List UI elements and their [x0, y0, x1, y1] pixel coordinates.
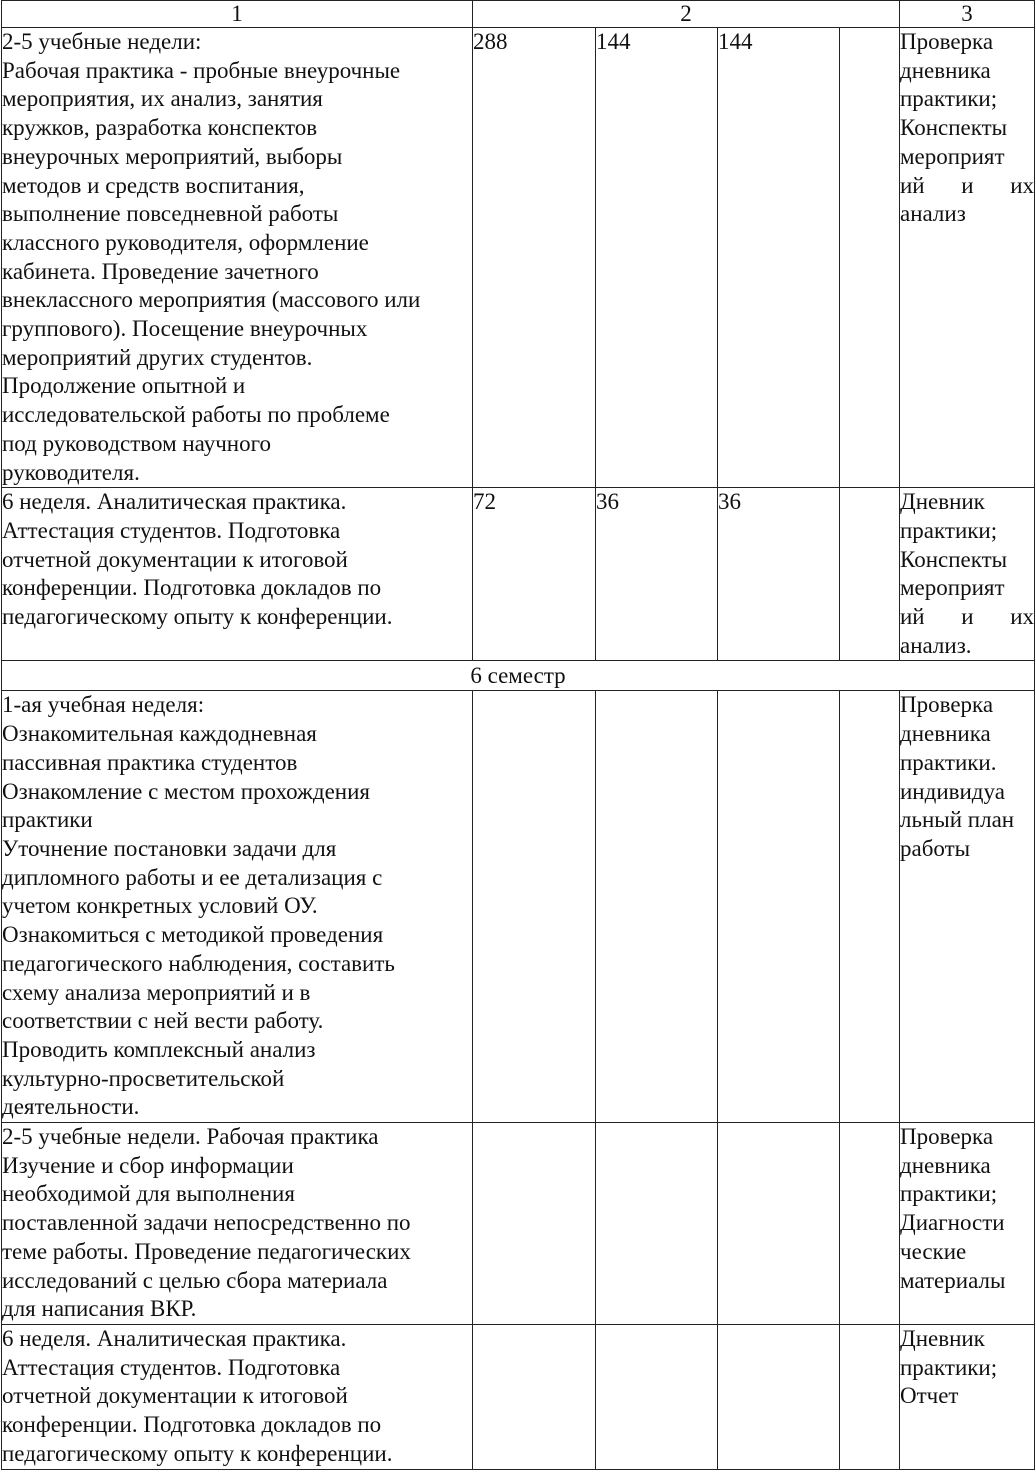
hours-part-a: [596, 691, 718, 1123]
hours-part-b: 144: [718, 28, 840, 488]
hours-total: [473, 691, 596, 1123]
hours-total: [473, 1123, 596, 1325]
row-description: 2-5 учебные недели. Рабочая практика Изучение и сбор информации необходимой для выполнения поставленной задачи непосредственно по теме работы. Проведение педагогических исследований с целью сбора материала для написания ВКР.: [2, 1123, 473, 1325]
table-row: [2, 691, 1035, 1123]
hours-part-a: [596, 1123, 718, 1325]
table-row: [2, 28, 1035, 488]
row-description: 1-ая учебная неделя: Ознакомительная каждодневная пассивная практика студентов Ознакомление с местом прохождения практики Уточнение постановки задачи для дипломного работы и ее детализация с учетом конкретных условий ОУ. Ознакомиться с методикой проведения педагогического наблюдения, составить схему анализа мероприятий и в соответствии с ней вести работу. Проводить комплексный анализ культурно-просветительской деятельности.: [2, 691, 473, 1123]
control-form: Проверка дневника практики. индивидуа льный план работы: [900, 691, 1035, 1123]
header-col-3: 3: [900, 1, 1035, 28]
hours-part-b: [718, 1325, 840, 1470]
header-row: [2, 1, 1035, 28]
hours-part-b: 36: [718, 488, 840, 661]
hours-part-a: 36: [596, 488, 718, 661]
table-row: [2, 1325, 1035, 1470]
row-description: 2-5 учебные недели: Рабочая практика - пробные внеурочные мероприятия, их анализ, занятия кружков, разработка конспектов внеурочных мероприятий, выборы методов и средств воспитания, выполнение повседневной работы классного руководителя, оформление кабинета. Проведение зачетного внеклассного мероприятия (массового или группового). Посещение внеурочных мероприятий других студентов. Продолжение опытной и исследовательской работы по проблеме под руководством научного руководителя.: [2, 28, 473, 488]
hours-part-a: 144: [596, 28, 718, 488]
row-description: 6 неделя. Аналитическая практика. Аттестация студентов. Подготовка отчетной документации к итоговой конференции. Подготовка докладов по педагогическому опыту к конференции.: [2, 488, 473, 661]
hours-part-c: [840, 691, 900, 1123]
hours-part-c: [840, 28, 900, 488]
semester-label: 6 семестр: [2, 661, 1035, 691]
hours-part-b: [718, 1123, 840, 1325]
control-form: Проверка дневника практики; Диагности ческие материалы: [900, 1123, 1035, 1325]
row-description: 6 неделя. Аналитическая практика. Аттестация студентов. Подготовка отчетной документации к итоговой конференции. Подготовка докладов по педагогическому опыту к конференции.: [2, 1325, 473, 1470]
control-form: Дневник практики; Отчет: [900, 1325, 1035, 1470]
hours-total: 288: [473, 28, 596, 488]
hours-total: [473, 1325, 596, 1470]
hours-part-c: [840, 1325, 900, 1470]
control-form: Дневник практики; Конспекты мероприят ий и их анализ.: [900, 488, 1035, 661]
hours-part-c: [840, 1123, 900, 1325]
hours-total: 72: [473, 488, 596, 661]
hours-part-c: [840, 488, 900, 661]
hours-part-a: [596, 1325, 718, 1470]
table-row: [2, 1123, 1035, 1325]
header-col-1: 1: [2, 1, 473, 28]
header-col-2: 2: [473, 1, 900, 28]
practice-plan-table: [1, 0, 1035, 1470]
hours-part-b: [718, 691, 840, 1123]
table-row: [2, 488, 1035, 661]
semester-row: [2, 661, 1035, 691]
control-form: Проверка дневника практики; Конспекты мероприят ий и их анализ: [900, 28, 1035, 488]
